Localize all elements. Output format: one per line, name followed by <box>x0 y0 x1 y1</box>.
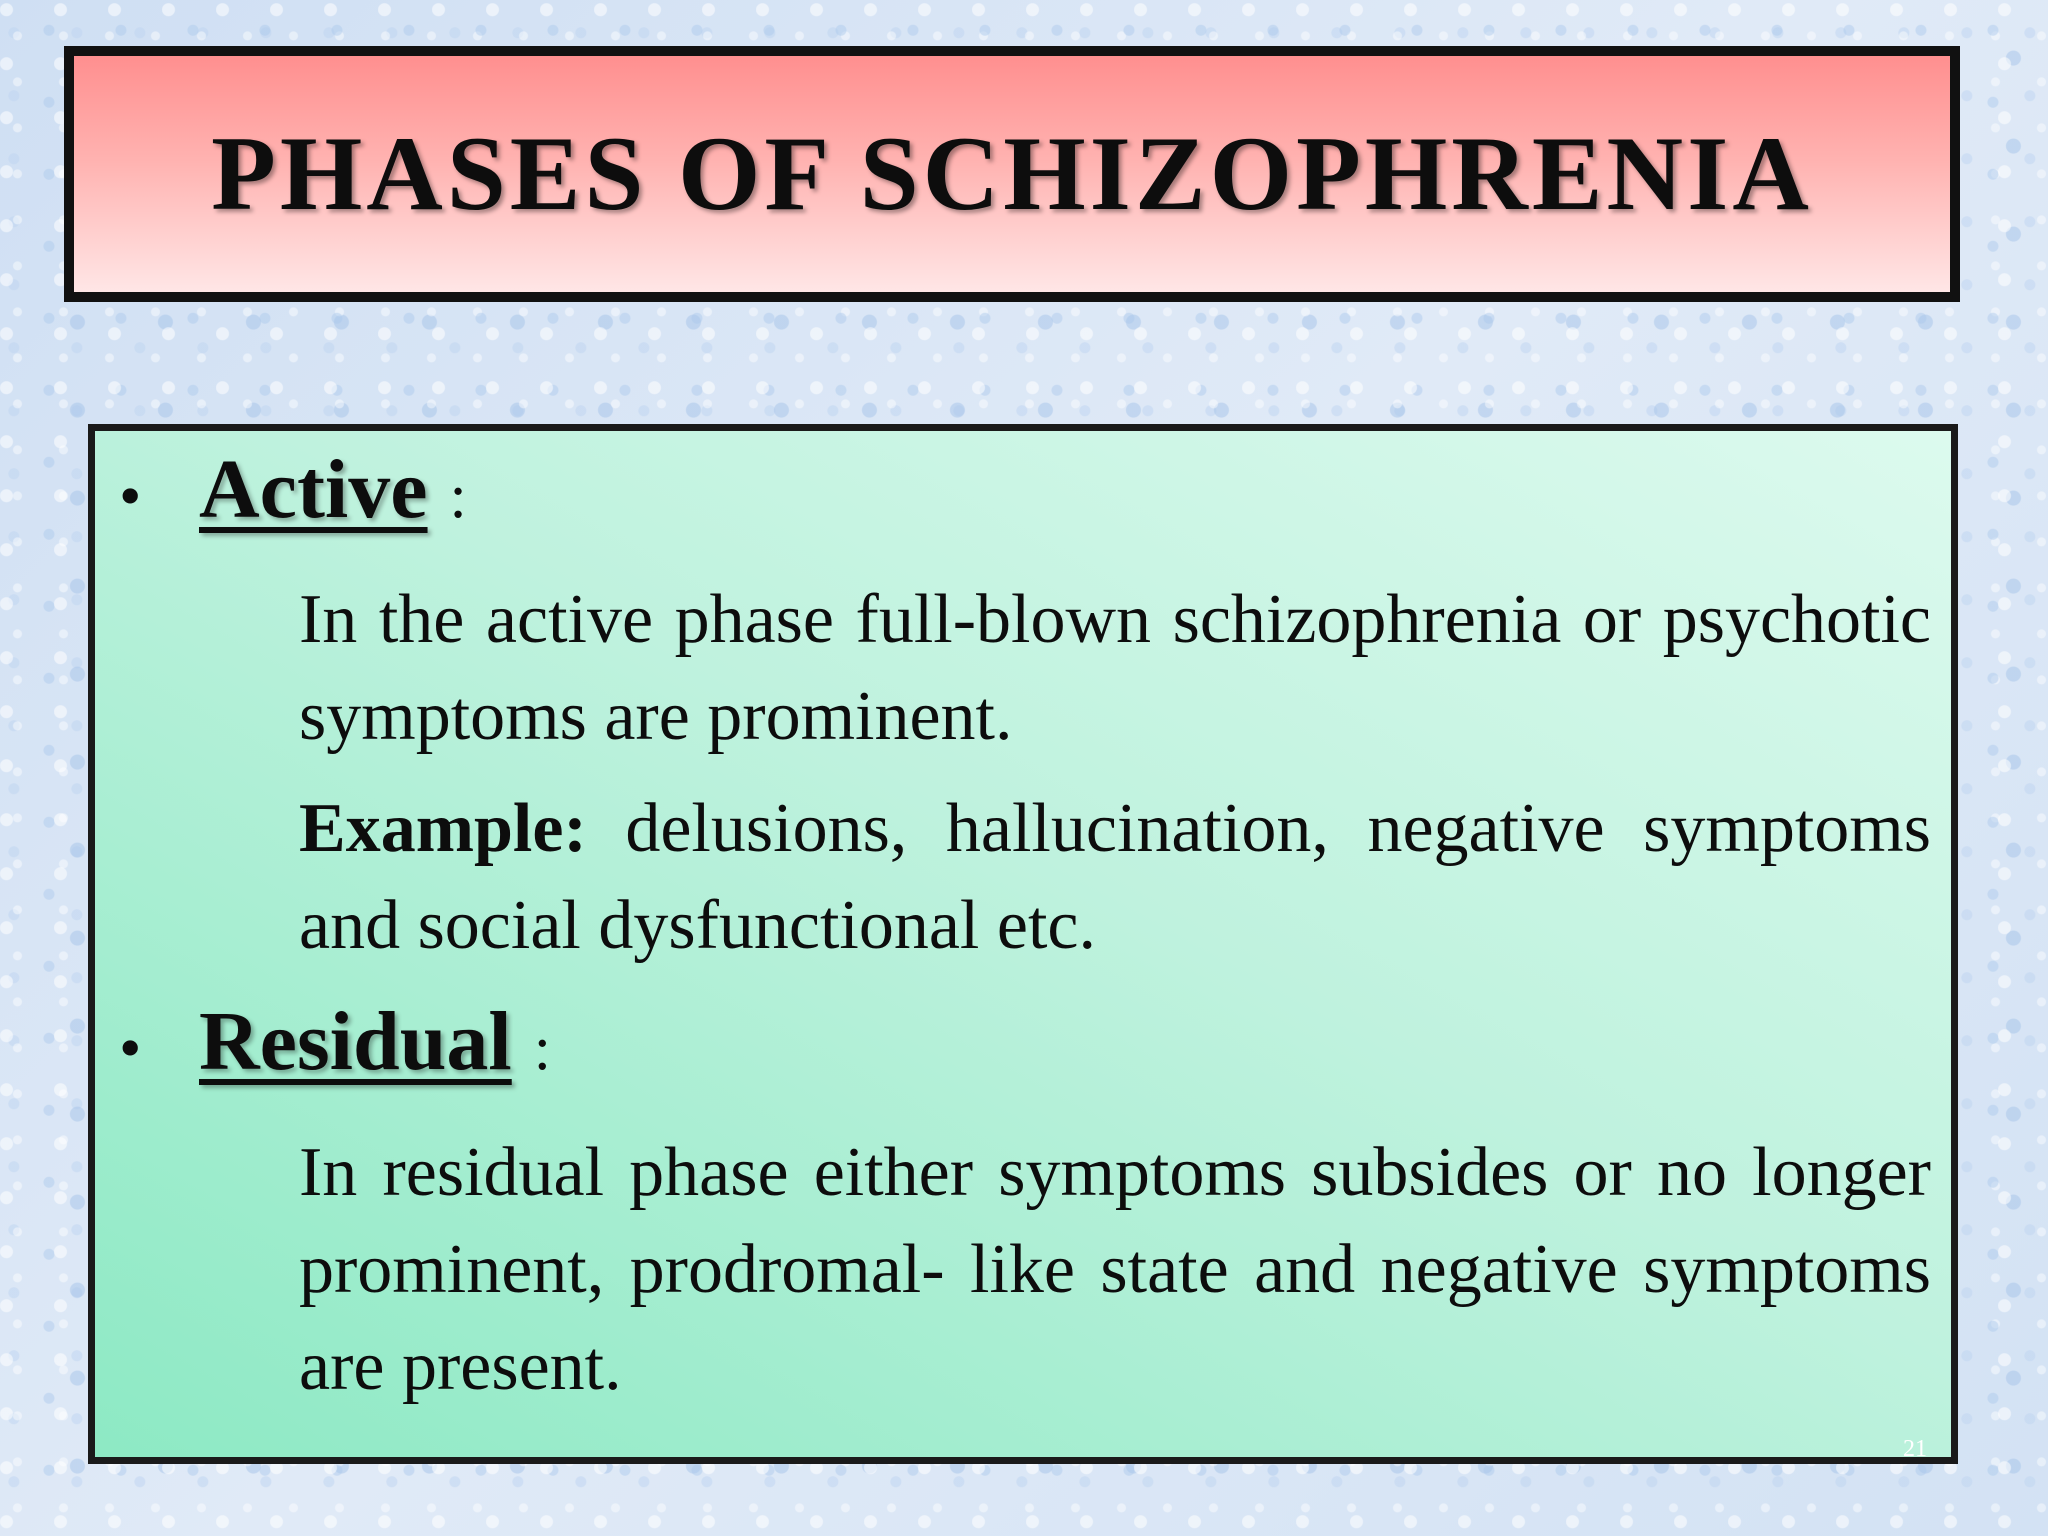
active-example <box>299 780 1931 974</box>
section-heading-active: Active <box>199 443 428 536</box>
page-number: 21 <box>1903 1436 1927 1462</box>
heading-colon: : <box>449 463 467 531</box>
bullet-icon: • <box>119 460 142 531</box>
example-text: delusions, hallucination, negative symptoms and social dysfunctional etc. <box>299 790 1931 964</box>
active-description: In the active phase full-blown schizophrenia or psychotic symptoms are prominent. <box>299 581 1931 755</box>
example-label: Example: <box>299 790 587 867</box>
heading-colon: : <box>533 1015 551 1083</box>
bullet-item-residual <box>119 993 551 1090</box>
slide-title: PHASES OF SCHIZOPHRENIA <box>211 115 1813 232</box>
section-heading-residual: Residual <box>199 995 512 1088</box>
bullet-item-active <box>119 441 467 538</box>
content-panel <box>88 424 1958 1464</box>
title-banner <box>64 46 1960 302</box>
bullet-icon: • <box>119 1012 142 1083</box>
residual-description: In residual phase either symptoms subsides or no longer prominent, prodromal- like state and negative symptoms are present. <box>299 1134 1931 1405</box>
